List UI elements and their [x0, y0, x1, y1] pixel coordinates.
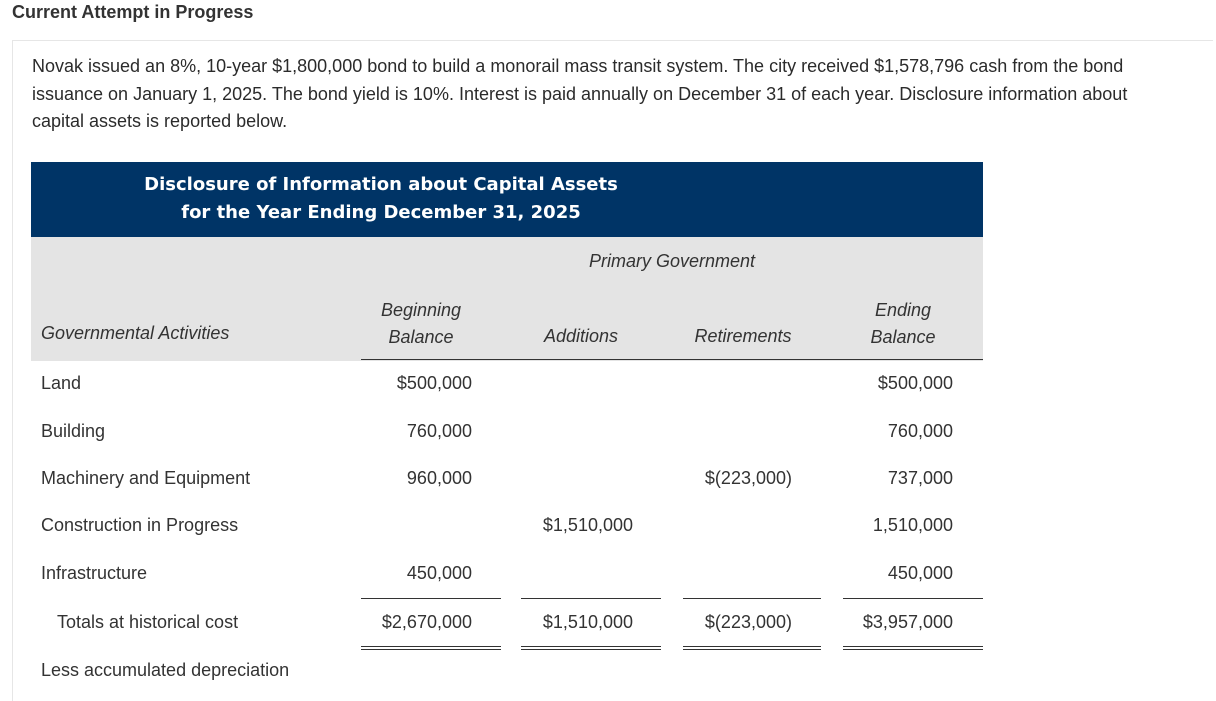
governmental-activities-header: Governmental Activities [41, 323, 230, 343]
ending-value: 450,000 [887, 563, 953, 583]
table-row [31, 563, 983, 593]
ending-value: 1,510,000 [872, 515, 953, 535]
total-double-rule [843, 646, 983, 650]
table-title-line1: Disclosure of Information about Capital Assets [144, 174, 618, 195]
beginning-value: $500,000 [396, 373, 472, 393]
subtotal-rule [683, 598, 821, 599]
subtotal-rule [361, 598, 501, 599]
table-row [31, 421, 983, 451]
ending-balance-header: Ending Balance [870, 300, 936, 347]
beginning-total: $2,670,000 [381, 612, 472, 632]
row-label: Construction in Progress [41, 515, 239, 535]
total-double-rule [683, 646, 821, 650]
beginning-value: 960,000 [406, 468, 472, 488]
row-label: Infrastructure [41, 563, 148, 583]
table-row [31, 468, 983, 498]
beginning-value: 760,000 [406, 421, 472, 441]
retirements-value: $(223,000) [704, 468, 792, 488]
subtotal-rule [521, 598, 661, 599]
retirements-header: Retirements [694, 326, 792, 346]
beginning-balance-header: Beginning Balance [380, 300, 462, 347]
totals-row [31, 612, 983, 642]
table-title-line2: for the Year Ending December 31, 2025 [181, 202, 581, 223]
primary-government-rule [361, 359, 983, 360]
row-label: Less accumulated depreciation [41, 660, 290, 680]
total-double-rule [521, 646, 661, 650]
primary-government-header: Primary Government [588, 251, 756, 271]
additions-header: Additions [543, 326, 619, 346]
ending-total: $3,957,000 [862, 612, 953, 632]
additions-value: $1,510,000 [542, 515, 633, 535]
row-label: Machinery and Equipment [41, 468, 251, 488]
table-row [31, 515, 983, 545]
ending-value: 760,000 [887, 421, 953, 441]
retirements-total: $(223,000) [704, 612, 792, 632]
beginning-value: 450,000 [406, 563, 472, 583]
capital-assets-table [31, 162, 983, 680]
question-card [12, 40, 1213, 701]
table-row [31, 373, 983, 403]
ending-value: $500,000 [877, 373, 953, 393]
row-label: Land [41, 373, 82, 393]
table-title-band [31, 162, 983, 237]
subtotal-rule [843, 598, 983, 599]
row-label: Building [41, 421, 106, 441]
ending-value: 737,000 [887, 468, 953, 488]
attempt-header: Current Attempt in Progress [12, 2, 254, 22]
additions-total: $1,510,000 [542, 612, 633, 632]
total-double-rule [361, 646, 501, 650]
question-text: Novak issued an 8%, 10-year $1,800,000 bond to build a monorail mass transit system. The city received $1,578,796 cash from the bond issuance on January 1, 2025. The bond yield is 10%. Interest is paid annually on December 31 of each year. Disclosure information about capital assets is reported below. [32, 56, 1128, 131]
totals-label: Totals at historical cost [57, 612, 239, 632]
